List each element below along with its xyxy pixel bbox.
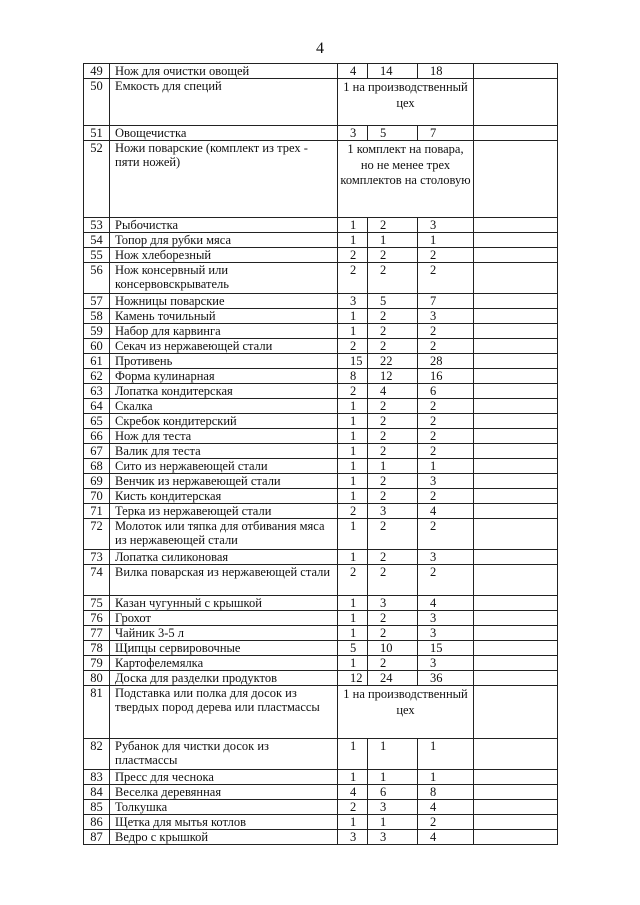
item-name: Лопатка силиконовая	[110, 550, 338, 565]
item-name: Веселка деревянная	[110, 785, 338, 800]
row-number: 67	[84, 444, 110, 459]
row-number: 63	[84, 384, 110, 399]
quantity-cell: 2	[368, 218, 418, 233]
row-number: 50	[84, 79, 110, 126]
table-row	[84, 263, 558, 294]
item-name: Лопатка кондитерская	[110, 384, 338, 399]
quantity-cell: 1	[338, 626, 368, 641]
quantity-cell: 6	[418, 384, 474, 399]
quantity-cell: 2	[418, 444, 474, 459]
row-number: 82	[84, 739, 110, 770]
item-name: Рубанок для чистки досок из пластмассы	[110, 739, 338, 770]
item-name: Секач из нержавеющей стали	[110, 339, 338, 354]
item-name: Нож для очистки овощей	[110, 64, 338, 79]
row-number: 86	[84, 815, 110, 830]
table-row	[84, 550, 558, 565]
quantity-cell: 2	[338, 339, 368, 354]
page-number: 4	[316, 40, 324, 57]
table-row	[84, 459, 558, 474]
quantity-cell: 1	[338, 550, 368, 565]
quantity-cell: 1	[338, 233, 368, 248]
empty-cell	[474, 611, 558, 626]
item-name: Скалка	[110, 399, 338, 414]
item-name: Сито из нержавеющей стали	[110, 459, 338, 474]
row-number: 74	[84, 565, 110, 596]
empty-cell	[474, 399, 558, 414]
empty-cell	[474, 550, 558, 565]
quantity-cell: 2	[368, 474, 418, 489]
quantity-cell: 3	[338, 126, 368, 141]
row-number: 80	[84, 671, 110, 686]
table-row	[84, 830, 558, 845]
quantity-cell: 18	[418, 64, 474, 79]
empty-cell	[474, 489, 558, 504]
table-row	[84, 233, 558, 248]
quantity-cell: 1	[338, 815, 368, 830]
table-row	[84, 770, 558, 785]
quantity-cell: 3	[338, 294, 368, 309]
quantity-cell: 2	[418, 519, 474, 550]
empty-cell	[474, 309, 558, 324]
row-number: 66	[84, 429, 110, 444]
quantity-cell: 2	[368, 324, 418, 339]
table-row	[84, 671, 558, 686]
merged-quantity: 1 на производственный цех	[338, 686, 474, 739]
table-row	[84, 611, 558, 626]
quantity-cell: 2	[368, 414, 418, 429]
quantity-cell: 4	[338, 64, 368, 79]
item-name: Нож консервный или консервовскрыватель	[110, 263, 338, 294]
quantity-cell: 2	[368, 611, 418, 626]
item-name: Валик для теста	[110, 444, 338, 459]
quantity-cell: 16	[418, 369, 474, 384]
empty-cell	[474, 519, 558, 550]
table-row	[84, 489, 558, 504]
merged-quantity: 1 комплект на повара, но не менее трех комплектов на столовую	[338, 141, 474, 218]
quantity-cell: 1	[418, 770, 474, 785]
row-number: 52	[84, 141, 110, 218]
quantity-cell: 1	[338, 489, 368, 504]
quantity-cell: 2	[368, 550, 418, 565]
empty-cell	[474, 671, 558, 686]
empty-cell	[474, 354, 558, 369]
quantity-cell: 4	[418, 596, 474, 611]
quantity-cell: 1	[418, 233, 474, 248]
empty-cell	[474, 369, 558, 384]
quantity-cell: 1	[368, 233, 418, 248]
quantity-cell: 6	[368, 785, 418, 800]
quantity-cell: 2	[368, 429, 418, 444]
item-name: Толкушка	[110, 800, 338, 815]
table-row	[84, 474, 558, 489]
quantity-cell: 1	[338, 519, 368, 550]
table-row	[84, 369, 558, 384]
item-name: Вилка поварская из нержавеющей стали	[110, 565, 338, 596]
empty-cell	[474, 596, 558, 611]
quantity-cell: 1	[338, 429, 368, 444]
item-name: Топор для рубки мяса	[110, 233, 338, 248]
quantity-cell: 2	[368, 444, 418, 459]
quantity-cell: 7	[418, 126, 474, 141]
empty-cell	[474, 474, 558, 489]
table-row	[84, 248, 558, 263]
quantity-cell: 1	[338, 474, 368, 489]
quantity-cell: 3	[368, 800, 418, 815]
quantity-cell: 2	[418, 414, 474, 429]
quantity-cell: 2	[418, 399, 474, 414]
quantity-cell: 2	[338, 565, 368, 596]
empty-cell	[474, 429, 558, 444]
quantity-cell: 3	[368, 504, 418, 519]
row-number: 61	[84, 354, 110, 369]
row-number: 81	[84, 686, 110, 739]
quantity-cell: 1	[338, 459, 368, 474]
quantity-cell: 1	[338, 309, 368, 324]
table-row	[84, 324, 558, 339]
quantity-cell: 5	[368, 294, 418, 309]
row-number: 75	[84, 596, 110, 611]
quantity-cell: 1	[338, 218, 368, 233]
table-row	[84, 519, 558, 550]
item-name: Пресс для чеснока	[110, 770, 338, 785]
item-name: Емкость для специй	[110, 79, 338, 126]
table-row	[84, 79, 558, 126]
quantity-cell: 14	[368, 64, 418, 79]
quantity-cell: 2	[368, 263, 418, 294]
table-row	[84, 141, 558, 218]
empty-cell	[474, 800, 558, 815]
quantity-cell: 1	[338, 399, 368, 414]
table-row	[84, 686, 558, 739]
quantity-cell: 2	[418, 263, 474, 294]
row-number: 65	[84, 414, 110, 429]
item-name: Молоток или тяпка для отбивания мяса из нержавеющей стали	[110, 519, 338, 550]
item-name: Скребок кондитерский	[110, 414, 338, 429]
table-row	[84, 656, 558, 671]
row-number: 83	[84, 770, 110, 785]
item-name: Ножи поварские (комплект из трех - пяти ножей)	[110, 141, 338, 218]
row-number: 60	[84, 339, 110, 354]
quantity-cell: 3	[338, 830, 368, 845]
quantity-cell: 2	[418, 324, 474, 339]
quantity-cell: 2	[418, 339, 474, 354]
item-name: Овощечистка	[110, 126, 338, 141]
empty-cell	[474, 339, 558, 354]
table-row	[84, 126, 558, 141]
quantity-cell: 3	[368, 596, 418, 611]
item-name: Казан чугунный с крышкой	[110, 596, 338, 611]
item-name: Венчик из нержавеющей стали	[110, 474, 338, 489]
table-row	[84, 414, 558, 429]
quantity-cell: 2	[418, 429, 474, 444]
quantity-cell: 1	[338, 444, 368, 459]
quantity-cell: 3	[418, 474, 474, 489]
table-row	[84, 309, 558, 324]
empty-cell	[474, 641, 558, 656]
row-number: 49	[84, 64, 110, 79]
empty-cell	[474, 384, 558, 399]
item-name: Форма кулинарная	[110, 369, 338, 384]
row-number: 59	[84, 324, 110, 339]
quantity-cell: 1	[338, 656, 368, 671]
quantity-cell: 3	[418, 309, 474, 324]
row-number: 58	[84, 309, 110, 324]
empty-cell	[474, 504, 558, 519]
table-row	[84, 815, 558, 830]
row-number: 79	[84, 656, 110, 671]
item-name: Картофелемялка	[110, 656, 338, 671]
quantity-cell: 7	[418, 294, 474, 309]
item-name: Камень точильный	[110, 309, 338, 324]
quantity-cell: 1	[418, 459, 474, 474]
quantity-cell: 1	[368, 739, 418, 770]
quantity-cell: 15	[418, 641, 474, 656]
row-number: 57	[84, 294, 110, 309]
row-number: 62	[84, 369, 110, 384]
table-row	[84, 641, 558, 656]
quantity-cell: 1	[418, 739, 474, 770]
empty-cell	[474, 459, 558, 474]
quantity-cell: 4	[338, 785, 368, 800]
empty-cell	[474, 770, 558, 785]
quantity-cell: 3	[418, 626, 474, 641]
quantity-cell: 2	[338, 504, 368, 519]
quantity-cell: 2	[368, 309, 418, 324]
empty-cell	[474, 686, 558, 739]
table-row	[84, 504, 558, 519]
quantity-cell: 2	[368, 519, 418, 550]
empty-cell	[474, 656, 558, 671]
quantity-cell: 10	[368, 641, 418, 656]
quantity-cell: 2	[338, 800, 368, 815]
quantity-cell: 4	[368, 384, 418, 399]
empty-cell	[474, 248, 558, 263]
item-name: Нож для теста	[110, 429, 338, 444]
table-row	[84, 399, 558, 414]
quantity-cell: 5	[368, 126, 418, 141]
table-row	[84, 800, 558, 815]
quantity-cell: 22	[368, 354, 418, 369]
quantity-cell: 4	[418, 800, 474, 815]
row-number: 56	[84, 263, 110, 294]
quantity-cell: 1	[368, 815, 418, 830]
empty-cell	[474, 830, 558, 845]
row-number: 51	[84, 126, 110, 141]
table-row	[84, 565, 558, 596]
quantity-cell: 2	[368, 626, 418, 641]
empty-cell	[474, 126, 558, 141]
empty-cell	[474, 739, 558, 770]
row-number: 70	[84, 489, 110, 504]
merged-quantity: 1 на производственный цех	[338, 79, 474, 126]
quantity-cell: 1	[338, 611, 368, 626]
row-number: 64	[84, 399, 110, 414]
row-number: 87	[84, 830, 110, 845]
item-name: Щипцы сервировочные	[110, 641, 338, 656]
quantity-cell: 3	[368, 830, 418, 845]
quantity-cell: 8	[418, 785, 474, 800]
row-number: 53	[84, 218, 110, 233]
quantity-cell: 2	[368, 399, 418, 414]
quantity-cell: 2	[418, 248, 474, 263]
empty-cell	[474, 263, 558, 294]
quantity-cell: 2	[418, 565, 474, 596]
row-number: 72	[84, 519, 110, 550]
empty-cell	[474, 565, 558, 596]
quantity-cell: 2	[368, 248, 418, 263]
table-row	[84, 785, 558, 800]
quantity-cell: 36	[418, 671, 474, 686]
empty-cell	[474, 141, 558, 218]
empty-cell	[474, 785, 558, 800]
equipment-table	[83, 63, 558, 845]
row-number: 71	[84, 504, 110, 519]
quantity-cell: 3	[418, 218, 474, 233]
empty-cell	[474, 414, 558, 429]
row-number: 54	[84, 233, 110, 248]
item-name: Щетка для мытья котлов	[110, 815, 338, 830]
quantity-cell: 3	[418, 656, 474, 671]
item-name: Ведро с крышкой	[110, 830, 338, 845]
row-number: 76	[84, 611, 110, 626]
empty-cell	[474, 64, 558, 79]
quantity-cell: 12	[368, 369, 418, 384]
item-name: Рыбочистка	[110, 218, 338, 233]
quantity-cell: 1	[338, 596, 368, 611]
table-row	[84, 626, 558, 641]
item-name: Ножницы поварские	[110, 294, 338, 309]
quantity-cell: 2	[418, 489, 474, 504]
table-row	[84, 596, 558, 611]
quantity-cell: 5	[338, 641, 368, 656]
quantity-cell: 2	[418, 815, 474, 830]
item-name: Доска для разделки продуктов	[110, 671, 338, 686]
quantity-cell: 2	[338, 263, 368, 294]
table-row	[84, 218, 558, 233]
empty-cell	[474, 218, 558, 233]
item-name: Противень	[110, 354, 338, 369]
row-number: 73	[84, 550, 110, 565]
quantity-cell: 4	[418, 504, 474, 519]
quantity-cell: 12	[338, 671, 368, 686]
quantity-cell: 4	[418, 830, 474, 845]
row-number: 55	[84, 248, 110, 263]
quantity-cell: 1	[338, 414, 368, 429]
quantity-cell: 2	[368, 656, 418, 671]
quantity-cell: 2	[368, 339, 418, 354]
row-number: 69	[84, 474, 110, 489]
row-number: 68	[84, 459, 110, 474]
item-name: Набор для карвинга	[110, 324, 338, 339]
quantity-cell: 2	[338, 384, 368, 399]
item-name: Подставка или полка для досок из твердых пород дерева или пластмассы	[110, 686, 338, 739]
quantity-cell: 1	[368, 770, 418, 785]
item-name: Чайник 3-5 л	[110, 626, 338, 641]
quantity-cell: 3	[418, 611, 474, 626]
item-name: Нож хлеборезный	[110, 248, 338, 263]
table-row	[84, 64, 558, 79]
quantity-cell: 1	[338, 739, 368, 770]
item-name: Грохот	[110, 611, 338, 626]
empty-cell	[474, 626, 558, 641]
empty-cell	[474, 324, 558, 339]
row-number: 85	[84, 800, 110, 815]
quantity-cell: 24	[368, 671, 418, 686]
row-number: 84	[84, 785, 110, 800]
empty-cell	[474, 233, 558, 248]
table-row	[84, 354, 558, 369]
table-row	[84, 444, 558, 459]
table-row	[84, 429, 558, 444]
table-row	[84, 294, 558, 309]
quantity-cell: 1	[338, 324, 368, 339]
quantity-cell: 2	[368, 565, 418, 596]
row-number: 77	[84, 626, 110, 641]
quantity-cell: 1	[338, 770, 368, 785]
table-row	[84, 384, 558, 399]
empty-cell	[474, 79, 558, 126]
table-row	[84, 339, 558, 354]
empty-cell	[474, 815, 558, 830]
quantity-cell: 1	[368, 459, 418, 474]
empty-cell	[474, 294, 558, 309]
table-row	[84, 739, 558, 770]
quantity-cell: 3	[418, 550, 474, 565]
quantity-cell: 2	[338, 248, 368, 263]
item-name: Кисть кондитерская	[110, 489, 338, 504]
empty-cell	[474, 444, 558, 459]
row-number: 78	[84, 641, 110, 656]
quantity-cell: 15	[338, 354, 368, 369]
quantity-cell: 8	[338, 369, 368, 384]
quantity-cell: 28	[418, 354, 474, 369]
item-name: Терка из нержавеющей стали	[110, 504, 338, 519]
quantity-cell: 2	[368, 489, 418, 504]
